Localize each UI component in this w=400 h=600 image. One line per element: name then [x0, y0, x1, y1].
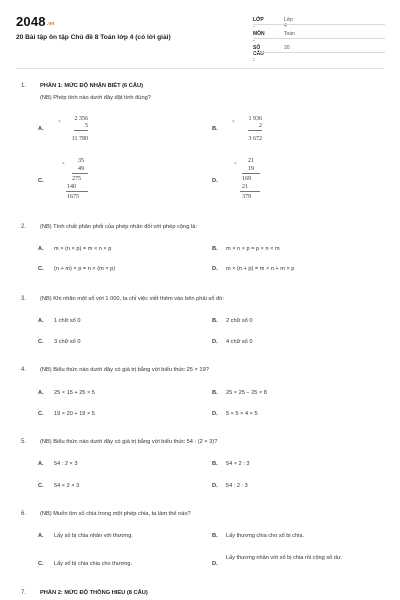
column-multiplication-c[interactable]: × 35 49 275 140 1675: [62, 158, 90, 206]
option-label: A.: [38, 390, 44, 396]
option-label: C.: [38, 561, 44, 567]
meta-value: Toán: [284, 31, 295, 37]
option-label: C.: [38, 266, 44, 272]
multiply-sign: ×: [58, 120, 61, 125]
meta-key: LỚP :: [253, 17, 264, 29]
option-label: A.: [38, 126, 44, 132]
option-c[interactable]: 19 × 20 + 19 × 5: [54, 411, 95, 417]
result-bar: [66, 191, 88, 192]
option-label: A.: [38, 246, 44, 252]
option-label: C.: [38, 339, 44, 345]
option-label: D.: [212, 561, 218, 567]
question-number: 1.: [21, 83, 27, 89]
option-a[interactable]: 1 chữ số 0: [54, 318, 81, 324]
option-label: B.: [212, 533, 218, 539]
option-b[interactable]: Lấy thương chia cho số bị chia.: [226, 533, 305, 539]
question-number: 5.: [21, 439, 27, 445]
option-label: A.: [38, 318, 44, 324]
multiply-sign: ×: [234, 162, 237, 167]
option-label: B.: [212, 461, 218, 467]
partial-bar: [242, 173, 260, 174]
option-d[interactable]: m × (n + p) = m × n + m × p: [226, 266, 295, 272]
option-label: C.: [38, 483, 44, 489]
meta-value: Lớp 4: [284, 17, 293, 29]
meta-key: MÔN :: [253, 31, 265, 43]
column-multiplication-a[interactable]: × 2 356 5 11 780: [58, 116, 88, 142]
option-a[interactable]: Lấy số bị chia nhân với thương.: [54, 533, 133, 539]
question-number: 4.: [21, 367, 27, 373]
section-heading: PHẦN 1: MỨC ĐỘ NHẬN BIẾT (6 CÂU): [40, 83, 143, 89]
option-label: B.: [212, 390, 218, 396]
question-text: (NB) Biểu thức nào dưới đây có giá trị bằng với biểu thức 25 × 19?: [40, 367, 209, 373]
site-logo[interactable]: [16, 14, 55, 29]
question-number: 7.: [21, 590, 27, 596]
multiply-sign: ×: [232, 120, 235, 125]
document-title: 20 Bài tập ôn tập Chủ đề 8 Toán lớp 4 (có lời giải): [16, 34, 171, 41]
result-bar: [248, 130, 262, 131]
header-divider: [16, 68, 384, 69]
question-number: 3.: [21, 296, 27, 302]
option-b[interactable]: 54 × 2 : 3: [226, 461, 250, 467]
option-label: D.: [212, 339, 218, 345]
option-label: B.: [212, 246, 218, 252]
option-a[interactable]: 25 × 15 + 25 × 5: [54, 390, 95, 396]
option-label: D.: [212, 178, 218, 184]
option-label: C.: [38, 178, 44, 184]
question-number: 6.: [21, 511, 27, 517]
question-text: (NB) Phép tính nào dưới đây đặt tính đúng?: [40, 95, 151, 101]
meta-value: 20: [284, 45, 290, 51]
option-d[interactable]: 54 : 2 : 3: [226, 483, 248, 489]
option-c[interactable]: 3 chữ số 0: [54, 339, 81, 345]
option-d[interactable]: 5 × 5 × 4 × 5: [226, 411, 258, 417]
option-a[interactable]: 54 : 2 × 3: [54, 461, 78, 467]
section-heading: PHẦN 2: MỨC ĐỘ THÔNG HIỂU (8 CÂU): [40, 590, 148, 596]
option-c[interactable]: 54 × 2 × 3: [54, 483, 80, 489]
meta-underline: [253, 24, 385, 25]
meta-underline: [253, 38, 385, 39]
question-number: 2.: [21, 224, 27, 230]
option-label: C.: [38, 411, 44, 417]
option-label: D.: [212, 411, 218, 417]
result-bar: [74, 130, 88, 131]
option-label: A.: [38, 533, 44, 539]
partial-bar: [72, 173, 88, 174]
column-multiplication-d[interactable]: × 21 19 169 21 379: [234, 158, 262, 206]
option-a[interactable]: m × (n × p) = m × n × p: [54, 246, 112, 252]
option-b[interactable]: m × n × p = p × n × m: [226, 246, 280, 252]
option-c[interactable]: Lấy số bị chia chia cho thương.: [54, 561, 133, 567]
option-b[interactable]: 2 chữ số 0: [226, 318, 253, 324]
question-text: (NB) Khi nhân một số với 1 000, ta chỉ việc viết thêm vào bên phải số đó:: [40, 296, 224, 302]
option-d[interactable]: 4 chữ số 0: [226, 339, 253, 345]
meta-underline: [253, 52, 385, 53]
option-b[interactable]: 25 × 25 − 25 × 8: [226, 390, 267, 396]
meta-key: SỐ CÂU :: [253, 45, 264, 63]
question-text: (NB) Tính chất phân phối của phép nhân đối với phép cộng là:: [40, 224, 197, 230]
question-text: (NB) Biểu thức nào dưới đây có giá trị bằng với biểu thức 54 : (2 × 3)?: [40, 439, 218, 445]
option-d[interactable]: Lấy thương nhân với số bị chia rồi cộng số dư.: [226, 555, 343, 561]
option-label: B.: [212, 126, 218, 132]
result-bar: [240, 191, 260, 192]
question-text: (NB) Muốn tìm số chia trong một phép chia, ta làm thế nào?: [40, 511, 191, 517]
option-label: B.: [212, 318, 218, 324]
option-label: A.: [38, 461, 44, 467]
logo-suffix: .vn: [46, 21, 55, 27]
column-multiplication-b[interactable]: × 1 936 2 3 672: [232, 116, 262, 142]
multiply-sign: ×: [62, 162, 65, 167]
option-label: D.: [212, 483, 218, 489]
option-label: D.: [212, 266, 218, 272]
logo-main: 2048: [16, 14, 46, 29]
option-c[interactable]: (n + m) × p = n × (m × p): [54, 266, 116, 272]
